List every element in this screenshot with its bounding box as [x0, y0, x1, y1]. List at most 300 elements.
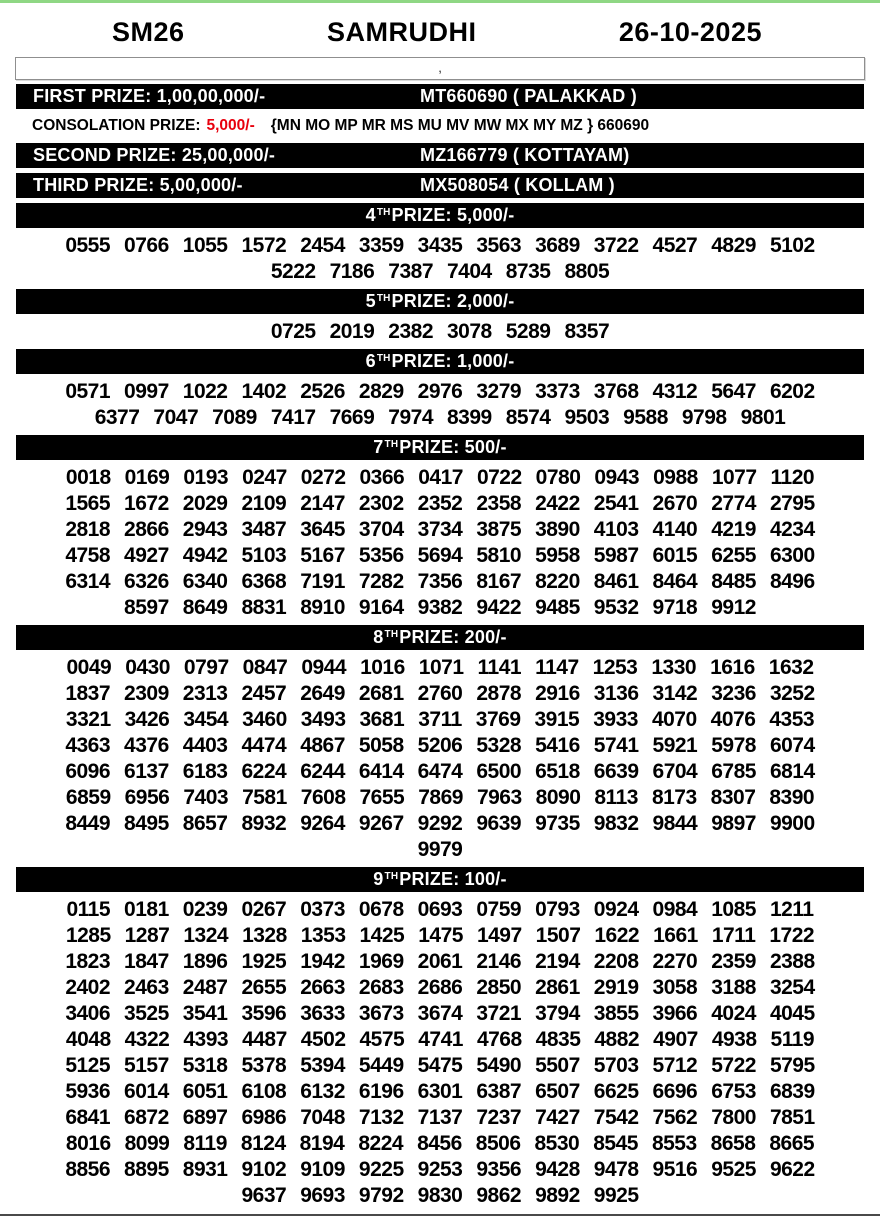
- prize-number: 9267: [358, 812, 404, 835]
- prize-number: 9264: [300, 812, 345, 835]
- prize-number: 1147: [535, 656, 579, 679]
- number-row: [0, 1079, 880, 1105]
- first-prize-label: FIRST PRIZE: 1,00,00,000/-: [33, 86, 266, 106]
- number-row: [0, 975, 880, 1001]
- prize-number: 6014: [124, 1080, 169, 1103]
- section-numbers-9th: [0, 895, 880, 1213]
- number-row: [0, 681, 880, 707]
- prize-number: 6841: [65, 1106, 111, 1129]
- prize-number: 3673: [358, 1002, 404, 1025]
- section-numbers-4th: [0, 231, 880, 289]
- consolation-row: [16, 114, 864, 138]
- prize-number: 1425: [359, 924, 405, 947]
- prize-number: 2388: [769, 950, 815, 973]
- prize-number: 7562: [652, 1106, 698, 1129]
- prize-number: 5157: [124, 1054, 169, 1077]
- prize-number: 8194: [299, 1132, 345, 1155]
- prize-number: 6051: [182, 1080, 228, 1103]
- prize-number: 5475: [417, 1054, 463, 1077]
- prize-number: 0373: [300, 898, 345, 921]
- prize-number: 2454: [300, 234, 345, 257]
- lottery-code: SM26: [112, 17, 185, 47]
- prize-number: 9925: [593, 1184, 639, 1207]
- prize-number: 8167: [476, 570, 522, 593]
- prize-number: 2402: [65, 976, 111, 999]
- prize-number: 5394: [300, 1054, 345, 1077]
- prize-number: 5694: [417, 544, 463, 567]
- prize-number: 2019: [329, 320, 375, 343]
- prize-number: 4140: [652, 518, 698, 541]
- prize-number: 8805: [564, 260, 610, 283]
- prize-number: 1565: [65, 492, 111, 515]
- prize-number: 3279: [476, 380, 522, 403]
- prize-number: 7851: [769, 1106, 815, 1129]
- prize-number: 5978: [711, 734, 756, 757]
- prize-number: 1925: [241, 950, 287, 973]
- prize-number: 7427: [535, 1106, 580, 1129]
- prize-number: 6015: [652, 544, 698, 567]
- prize-number: 5102: [769, 234, 815, 257]
- prize-number: 9798: [681, 406, 727, 429]
- prize-number: 6839: [769, 1080, 815, 1103]
- prize-number: 1722: [769, 924, 815, 947]
- prize-number: 3915: [534, 708, 580, 731]
- prize-number: 7191: [300, 570, 345, 593]
- prize-number: 6183: [182, 760, 228, 783]
- prize-number: 1287: [124, 924, 170, 947]
- ticket-search-box[interactable]: ,: [15, 57, 865, 80]
- prize-number: 2457: [241, 682, 287, 705]
- prize-number: 8390: [769, 786, 815, 809]
- prize-number: 5703: [593, 1054, 639, 1077]
- prize-number: 2829: [358, 380, 404, 403]
- prize-number: 1632: [768, 656, 814, 679]
- prize-number: 4045: [769, 1002, 815, 1025]
- prize-number: 7047: [153, 406, 199, 429]
- section-numbers-7th: [0, 463, 880, 625]
- prize-number: 8931: [182, 1158, 228, 1181]
- prize-number: 3435: [417, 234, 463, 257]
- prize-number: 7800: [711, 1106, 756, 1129]
- third-prize-winner: MX508054 ( KOLLAM ): [420, 175, 615, 195]
- prize-number: 6704: [652, 760, 698, 783]
- prize-number: 9622: [769, 1158, 815, 1181]
- bottom-divider: [0, 1214, 880, 1216]
- prize-number: 1055: [182, 234, 228, 257]
- prize-number: 4076: [710, 708, 756, 731]
- prize-number: 1942: [300, 950, 345, 973]
- prize-number: 8464: [652, 570, 698, 593]
- prize-number: 2916: [535, 682, 580, 705]
- section-header-9th: 9 TH PRIZE: 100/-: [16, 867, 864, 892]
- third-prize-label: THIRD PRIZE: 5,00,000/-: [33, 175, 243, 195]
- prize-number: 9718: [652, 596, 698, 619]
- prize-number: 9801: [740, 406, 786, 429]
- prize-number: 9164: [358, 596, 404, 619]
- prize-number: 5722: [711, 1054, 756, 1077]
- prize-number: 9792: [358, 1184, 404, 1207]
- prize-number: 1330: [651, 656, 697, 679]
- prize-number: 0169: [124, 466, 170, 489]
- prize-number: 0366: [359, 466, 405, 489]
- prize-number: 9830: [417, 1184, 463, 1207]
- prize-number: 4938: [711, 1028, 757, 1051]
- prize-number: 5507: [535, 1054, 580, 1077]
- number-row: [0, 1105, 880, 1131]
- section-header-4th: 4 TH PRIZE: 5,000/-: [16, 203, 864, 228]
- prize-number: 1120: [770, 466, 815, 489]
- prize-number: 3711: [418, 708, 462, 731]
- prize-number: 6074: [769, 734, 815, 757]
- section-numbers-5th: [0, 317, 880, 349]
- number-row: [0, 491, 880, 517]
- section-header-6th: 6 TH PRIZE: 1,000/-: [16, 349, 864, 374]
- prize-number: 8307: [710, 786, 756, 809]
- prize-number: 5741: [593, 734, 639, 757]
- prize-number: 2878: [476, 682, 522, 705]
- prize-number: 9102: [241, 1158, 287, 1181]
- prize-number: 2302: [358, 492, 404, 515]
- prize-number: 5958: [535, 544, 580, 567]
- prize-number: 5378: [241, 1054, 287, 1077]
- prize-number: 2850: [476, 976, 522, 999]
- prize-number: 0725: [270, 320, 316, 343]
- number-row: [0, 379, 880, 405]
- prize-number: 1507: [535, 924, 581, 947]
- prize-number: 2147: [300, 492, 345, 515]
- prize-number: 0272: [300, 466, 346, 489]
- number-row: [0, 517, 880, 543]
- prize-number: 3426: [124, 708, 170, 731]
- prize-number: 9862: [476, 1184, 522, 1207]
- prize-number: 8495: [124, 812, 169, 835]
- prize-number: 3460: [242, 708, 287, 731]
- prize-number: 8895: [124, 1158, 169, 1181]
- prize-number: 6108: [241, 1080, 287, 1103]
- prize-number: 8574: [505, 406, 551, 429]
- number-row: [0, 811, 880, 837]
- draw-date: 26-10-2025: [618, 17, 762, 47]
- prize-number: 8220: [535, 570, 580, 593]
- prize-number: 8910: [300, 596, 345, 619]
- prize-number: 4363: [65, 734, 111, 757]
- prize-number: 5125: [65, 1054, 111, 1077]
- prize-number: 2686: [417, 976, 463, 999]
- prize-number: 9525: [711, 1158, 756, 1181]
- prize-number: 3769: [475, 708, 521, 731]
- prize-number: 3541: [182, 1002, 228, 1025]
- prize-number: 8090: [535, 786, 581, 809]
- prize-number: 2526: [300, 380, 345, 403]
- prize-number: 4474: [241, 734, 287, 757]
- prize-number: 7542: [593, 1106, 639, 1129]
- third-prize-bar: [16, 173, 864, 198]
- prize-number: 8545: [593, 1132, 638, 1155]
- prize-number: 3722: [593, 234, 639, 257]
- prize-number: 1497: [476, 924, 522, 947]
- prize-number: 4907: [653, 1028, 698, 1051]
- prize-number: 4882: [594, 1028, 640, 1051]
- prize-number: 2463: [124, 976, 169, 999]
- prize-number: 2866: [124, 518, 169, 541]
- prize-number: 2382: [388, 320, 433, 343]
- prize-number: 1085: [711, 898, 756, 921]
- prize-number: 8485: [711, 570, 756, 593]
- result-header: [0, 3, 880, 54]
- prize-number: 4502: [300, 1028, 346, 1051]
- prize-number: 3406: [65, 1002, 111, 1025]
- prize-number: 6474: [417, 760, 463, 783]
- prize-number: 5328: [476, 734, 522, 757]
- prize-number: 0193: [183, 466, 229, 489]
- prize-number: 4376: [124, 734, 169, 757]
- prize-number: 3454: [183, 708, 229, 731]
- consolation-label: CONSOLATION PRIZE:: [32, 117, 201, 134]
- prize-number: 9897: [711, 812, 756, 835]
- prize-number: 3674: [417, 1002, 463, 1025]
- prize-number: 8496: [769, 570, 815, 593]
- prize-number: 6414: [358, 760, 404, 783]
- prize-number: 9478: [593, 1158, 639, 1181]
- prize-number: 3768: [593, 380, 639, 403]
- number-row: [0, 923, 880, 949]
- prize-number: 2919: [593, 976, 639, 999]
- prize-number: 1572: [241, 234, 287, 257]
- prize-number: 2352: [417, 492, 463, 515]
- prize-number: 2683: [358, 976, 404, 999]
- prize-number: 4835: [535, 1028, 581, 1051]
- prize-number: 6897: [182, 1106, 228, 1129]
- prize-number: 5795: [769, 1054, 815, 1077]
- prize-number: 0239: [182, 898, 228, 921]
- prize-number: 3525: [124, 1002, 169, 1025]
- number-row: [0, 1183, 880, 1209]
- prize-number: 9485: [535, 596, 580, 619]
- prize-number: 4353: [769, 708, 815, 731]
- prize-number: 0847: [242, 656, 288, 679]
- prize-number: 2487: [182, 976, 228, 999]
- prize-number: 4927: [124, 544, 169, 567]
- section-header-5th: 5 TH PRIZE: 2,000/-: [16, 289, 864, 314]
- prize-number: 2976: [417, 380, 463, 403]
- prize-number: 0247: [242, 466, 287, 489]
- prize-number: 6872: [124, 1106, 169, 1129]
- number-row: [0, 1131, 880, 1157]
- prize-number: 6785: [711, 760, 756, 783]
- prize-number: 3236: [711, 682, 756, 705]
- prize-number: 3933: [593, 708, 638, 731]
- first-prize-bar: [16, 84, 864, 109]
- number-row: [0, 1001, 880, 1027]
- prize-number: 7963: [476, 786, 522, 809]
- prize-number: 6500: [476, 760, 522, 783]
- prize-number: 7132: [358, 1106, 404, 1129]
- number-row: [0, 233, 880, 259]
- prize-number: 2818: [65, 518, 111, 541]
- prize-number: 1022: [182, 380, 228, 403]
- prize-number: 5936: [65, 1080, 111, 1103]
- prize-number: 1328: [242, 924, 287, 947]
- prize-number: 5119: [770, 1028, 815, 1051]
- prize-number: 8530: [534, 1132, 580, 1155]
- prize-number: 9900: [769, 812, 815, 835]
- prize-number: 0759: [476, 898, 522, 921]
- prize-number: 6300: [769, 544, 815, 567]
- prize-number: 5416: [535, 734, 580, 757]
- prize-number: 2270: [652, 950, 698, 973]
- prize-number: 9428: [535, 1158, 580, 1181]
- prize-number: 9253: [417, 1158, 463, 1181]
- prize-number: 6326: [124, 570, 169, 593]
- prize-number: 2194: [535, 950, 580, 973]
- prize-number: 4741: [418, 1028, 463, 1051]
- prize-number: 2795: [769, 492, 815, 515]
- prize-number: 6753: [711, 1080, 756, 1103]
- prize-number: 8119: [183, 1132, 227, 1155]
- prize-number: 5289: [505, 320, 551, 343]
- prize-number: 4575: [359, 1028, 405, 1051]
- prize-number: 5987: [593, 544, 639, 567]
- prize-number: 8665: [769, 1132, 815, 1155]
- prize-number: 0181: [124, 898, 169, 921]
- prize-number: 1847: [124, 950, 169, 973]
- number-row: [0, 707, 880, 733]
- prize-number: 0430: [125, 656, 170, 679]
- prize-number: 6859: [65, 786, 111, 809]
- prize-number: 3373: [535, 380, 580, 403]
- number-row: [0, 465, 880, 491]
- prize-number: 6986: [241, 1106, 287, 1129]
- prize-number: 6368: [241, 570, 287, 593]
- prize-number: 1622: [594, 924, 640, 947]
- prize-number: 1071: [418, 656, 464, 679]
- prize-number: 7404: [447, 260, 492, 283]
- prize-number: 4487: [242, 1028, 287, 1051]
- prize-number: 5647: [711, 380, 756, 403]
- prize-number: 3704: [358, 518, 404, 541]
- section-numbers-8th: [0, 653, 880, 867]
- prize-number: 8456: [417, 1132, 462, 1155]
- prize-number: 8357: [564, 320, 610, 343]
- prize-number: 9639: [476, 812, 522, 835]
- prize-number: 0988: [653, 466, 698, 489]
- prize-number: 1324: [183, 924, 229, 947]
- prize-number: 4070: [651, 708, 697, 731]
- prize-number: 7608: [300, 786, 346, 809]
- prize-number: 1661: [653, 924, 698, 947]
- prize-number: 6244: [300, 760, 345, 783]
- prize-number: 6137: [124, 760, 169, 783]
- prize-number: 3254: [769, 976, 815, 999]
- prize-number: 5206: [417, 734, 463, 757]
- prize-number: 9503: [564, 406, 610, 429]
- prize-number: 4403: [182, 734, 228, 757]
- number-row: [0, 837, 880, 863]
- number-row: [0, 733, 880, 759]
- prize-number: 4768: [476, 1028, 522, 1051]
- prize-number: 2943: [182, 518, 228, 541]
- prize-number: 0944: [301, 656, 347, 679]
- prize-number: 0555: [65, 234, 111, 257]
- prize-number: 2358: [476, 492, 522, 515]
- prize-number: 4322: [124, 1028, 170, 1051]
- prize-number: 0924: [593, 898, 639, 921]
- prize-number: 8124: [240, 1132, 286, 1155]
- prize-number: 3136: [593, 682, 639, 705]
- prize-number: 4103: [593, 518, 639, 541]
- prize-number: 8831: [241, 596, 287, 619]
- prize-number: 8657: [182, 812, 228, 835]
- prize-number: 8399: [447, 406, 492, 429]
- prize-number: 0115: [66, 898, 111, 921]
- prize-number: 2760: [417, 682, 463, 705]
- prize-number: 2655: [241, 976, 287, 999]
- prize-number: 9382: [417, 596, 463, 619]
- number-row: [0, 319, 880, 345]
- prize-number: 9637: [241, 1184, 287, 1207]
- prize-number: 2541: [593, 492, 639, 515]
- prize-number: 6314: [65, 570, 111, 593]
- prize-number: 3645: [300, 518, 345, 541]
- prize-number: 7282: [358, 570, 404, 593]
- number-row: [0, 405, 880, 431]
- prize-number: 3596: [241, 1002, 287, 1025]
- prize-number: 5222: [270, 260, 316, 283]
- consolation-series: {MN MO MP MR MS MU MV MW MX MY MZ } 660690: [270, 117, 650, 134]
- prize-number: 8016: [65, 1132, 111, 1155]
- prize-number: 7974: [388, 406, 433, 429]
- prize-number: 3721: [476, 1002, 522, 1025]
- prize-number: 7387: [388, 260, 433, 283]
- prize-number: 1672: [124, 492, 169, 515]
- prize-number: 6696: [652, 1080, 698, 1103]
- prize-number: 1353: [300, 924, 346, 947]
- prize-number: 4829: [711, 234, 756, 257]
- prize-number: 1837: [65, 682, 111, 705]
- prize-number: 0997: [124, 380, 169, 403]
- prize-number: 9109: [300, 1158, 345, 1181]
- prize-number: 3359: [358, 234, 404, 257]
- prize-number: 8173: [651, 786, 697, 809]
- prize-number: 2208: [593, 950, 639, 973]
- prize-number: 1896: [182, 950, 228, 973]
- section-header-8th: 8 TH PRIZE: 200/-: [16, 625, 864, 650]
- prize-number: 0984: [652, 898, 698, 921]
- prize-number: 1211: [769, 898, 814, 921]
- prize-number: 6814: [769, 760, 815, 783]
- prize-number: 8113: [594, 786, 638, 809]
- prize-number: 7237: [476, 1106, 522, 1129]
- prize-number: 3966: [652, 1002, 698, 1025]
- prize-number: 0943: [594, 466, 640, 489]
- number-row: [0, 759, 880, 785]
- prize-number: 0267: [241, 898, 287, 921]
- number-row: [0, 1053, 880, 1079]
- number-row: [0, 897, 880, 923]
- prize-number: 7356: [417, 570, 463, 593]
- number-row: [0, 1157, 880, 1183]
- prize-number: 1402: [241, 380, 287, 403]
- prize-number: 4758: [65, 544, 111, 567]
- prize-number: 9912: [711, 596, 756, 619]
- prize-number: 8099: [124, 1132, 170, 1155]
- prize-number: 9832: [593, 812, 639, 835]
- prize-number: 7417: [270, 406, 316, 429]
- prize-number: 9844: [652, 812, 698, 835]
- prize-number: 4024: [711, 1002, 756, 1025]
- prize-number: 9516: [652, 1158, 698, 1181]
- prize-number: 0766: [124, 234, 169, 257]
